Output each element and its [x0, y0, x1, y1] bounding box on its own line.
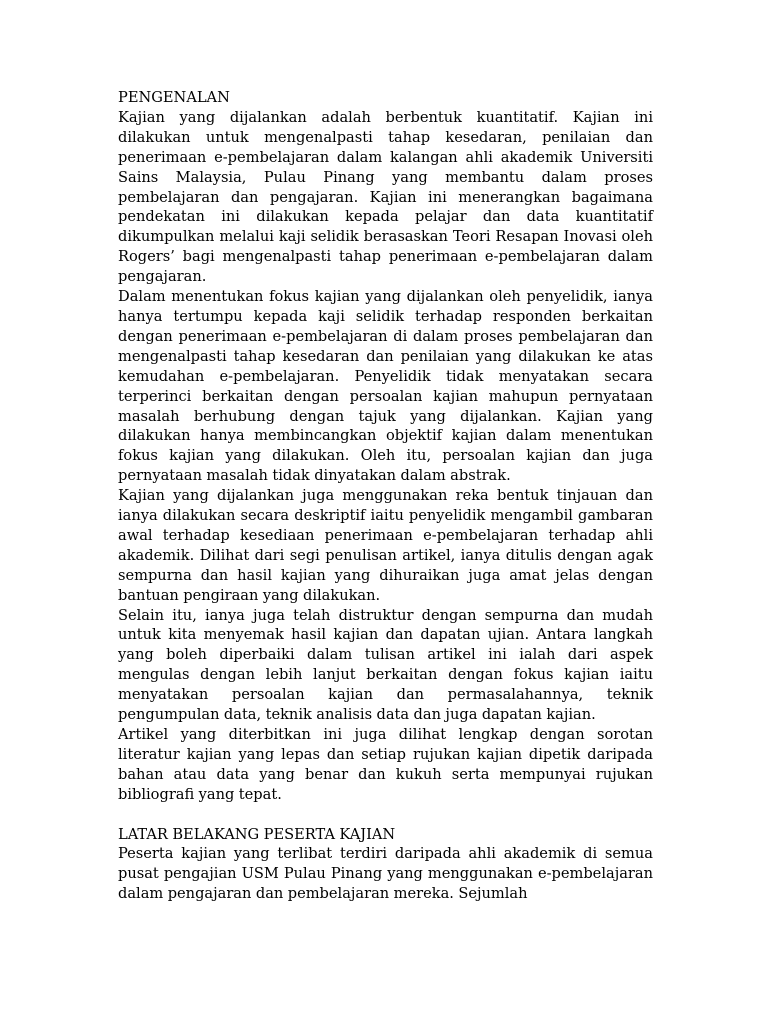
paragraph: Kajian yang dijalankan juga menggunakan reka bentuk tinjauan dan ianya dilakukan secara deskriptif iaitu penyelidik mengambil gambaran awal terhadap kesediaan penerimaan e-pembelajaran terhadap ahli akademik. Dilihat dari segi penulisan artikel, ianya ditulis dengan agak sempurna dan hasil kajian yang dihuraikan juga amat jelas dengan bantuan pengiraan yang dilakukan. — [118, 487, 653, 604]
section-heading: LATAR BELAKANG PESERTA KAJIAN — [118, 825, 396, 843]
section-pengenalan — [118, 88, 653, 805]
blank-line — [118, 805, 653, 825]
section-heading: PENGENALAN — [118, 89, 230, 106]
paragraph: Artikel yang diterbitkan ini juga dilihat lengkap dengan sorotan literatur kajian yang lepas dan setiap rujukan kajian dipetik daripada bahan atau data yang benar dan kukuh serta mempunyai rujukan bibliografi yang tepat. — [118, 726, 653, 803]
paragraph: Selain itu, ianya juga telah distruktur dengan sempurna dan mudah untuk kita menyemak hasil kajian dan dapatan ujian. Antara langkah yang boleh diperbaiki dalam tulisan artikel ini ialah dari aspek mengulas dengan lebih lanjut berkaitan dengan fokus kajian iaitu menyatakan persoalan kajian dan permasalahannya, teknik pengumpulan data, teknik analisis data dan juga dapatan kajian. — [118, 606, 653, 724]
paragraph: Kajian yang dijalankan adalah berbentuk kuantitatif. Kajian ini dilakukan untuk mengenalpasti tahap kesedaran, penilaian dan penerimaan e-pembelajaran dalam kalangan ahli akademik Universiti Sains Malaysia, Pulau Pinang yang membantu dalam proses pembelajaran dan pengajaran. Kajian ini menerangkan bagaimana pendekatan ini dilakukan kepada pelajar dan data kuantitatif dikumpulkan melalui kaji selidik berasaskan Teori Resapan Inovasi oleh Rogers’ bagi mengenalpasti tahap penerimaan e-pembelajaran dalam pengajaran. — [118, 108, 653, 286]
document-page — [118, 88, 653, 904]
paragraph: Peserta kajian yang terlibat terdiri daripada ahli akademik di semua pusat pengajian USM Pulau Pinang yang menggunakan e-pembelajaran dalam pengajaran dan pembelajaran mereka. Sejumlah — [118, 845, 653, 903]
section-latar-belakang — [118, 825, 653, 905]
paragraph: Dalam menentukan fokus kajian yang dijalankan oleh penyelidik, ianya hanya tertumpu kepada kaji selidik terhadap responden berkaitan dengan penerimaan e-pembelajaran di dalam proses pembelajaran dan mengenalpasti tahap kesedaran dan penilaian yang dilakukan ke atas kemudahan e-pembelajaran. Penyelidik tidak menyatakan secara terperinci berkaitan dengan persoalan kajian mahupun pernyataan masalah berhubung dengan tajuk yang dijalankan. Kajian yang dilakukan hanya membincangkan objektif kajian dalam menentukan fokus kajian yang dilakukan. Oleh itu, persoalan kajian dan juga pernyataan masalah tidak dinyatakan dalam abstrak. — [118, 288, 653, 485]
